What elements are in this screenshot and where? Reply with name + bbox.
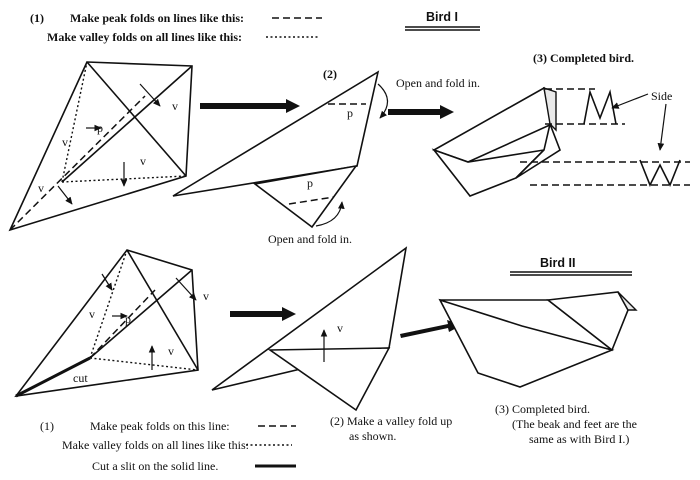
next-step-arrow (200, 99, 300, 113)
bird1-step2-number: (2) (323, 67, 337, 81)
bird1-step1-v-label-a: v (62, 135, 68, 149)
bird1-bird-body (434, 150, 544, 196)
next-step-arrow-2 (388, 105, 454, 119)
bird2-step2-flap (270, 348, 389, 410)
legend-peak-text: Make peak folds on lines like this: (70, 11, 245, 25)
top-legend (30, 11, 322, 44)
bird2-step2-diagram (212, 248, 452, 443)
bird1-step3-text: (3) Completed bird. (533, 51, 634, 65)
bottom-legend-cut-text: Cut a slit on the solid line. (92, 459, 219, 473)
bird2-step1-v-label-a: v (89, 307, 95, 321)
legend-valley-text: Make valley folds on all lines like this: (47, 30, 243, 44)
bird2-step1-v-label-c: v (203, 289, 209, 303)
bird2-step2-text-2: as shown. (349, 429, 397, 443)
bird1-step1-v-label-d: v (38, 181, 44, 195)
bird1-step1-diagram (10, 62, 192, 230)
bird2-cut-label: cut (73, 371, 88, 385)
bird1-step2-curve-arrow-top (378, 84, 388, 118)
bird1-completed-bird (434, 51, 690, 196)
next-step-arrow-3 (230, 307, 296, 321)
bird2-step2-v-label: v (337, 321, 343, 335)
bird2-title-text: Bird II (540, 256, 576, 270)
bird1-open-fold-bottom-text: Open and fold in. (268, 232, 352, 246)
bird1-side-arrow-beak (612, 94, 648, 108)
bird1-step1-v-label-c: v (172, 99, 178, 113)
bird2-step3-text-2: (The beak and feet are the (512, 417, 637, 431)
bottom-legend (40, 419, 296, 473)
bird1-beak-detail (584, 92, 616, 124)
bird1-step2-p-label-top: p (347, 106, 353, 120)
bird2-step1-p-label: p (125, 312, 131, 326)
bird1-side-arrow-feet (660, 104, 666, 150)
bottom-legend-peak-text: Make peak folds on this line: (90, 419, 230, 433)
bird1-open-fold-top-text: Open and fold in. (396, 76, 480, 90)
bird2-step1-v-label-b: v (168, 344, 174, 358)
bird1-step1-p-label: p (97, 121, 103, 135)
bird2-completed-bird (440, 292, 637, 446)
bird1-step2-diagram (173, 67, 480, 246)
bottom-legend-step-number: (1) (40, 419, 54, 433)
bird2-step1-diagram (16, 250, 209, 396)
bird1-title (405, 10, 480, 30)
bird1-step2-p-label-bottom: p (307, 176, 313, 190)
bird1-side-label: Side (651, 89, 673, 103)
bird1-title-text: Bird I (426, 10, 458, 24)
bird2-step3-text-3: same as with Bird I.) (529, 432, 630, 446)
legend-step-number: (1) (30, 11, 44, 25)
bird1-feet-detail (640, 160, 680, 185)
bird1-kite-outline (10, 62, 192, 230)
bird2-title (510, 256, 632, 275)
bottom-legend-valley-text: Make valley folds on all lines like this: (62, 438, 249, 452)
bird2-step3-text-1: (3) Completed bird. (495, 402, 590, 416)
bird2-step2-text-1: (2) Make a valley fold up (330, 414, 453, 428)
bird1-step1-v-label-b: v (140, 154, 146, 168)
